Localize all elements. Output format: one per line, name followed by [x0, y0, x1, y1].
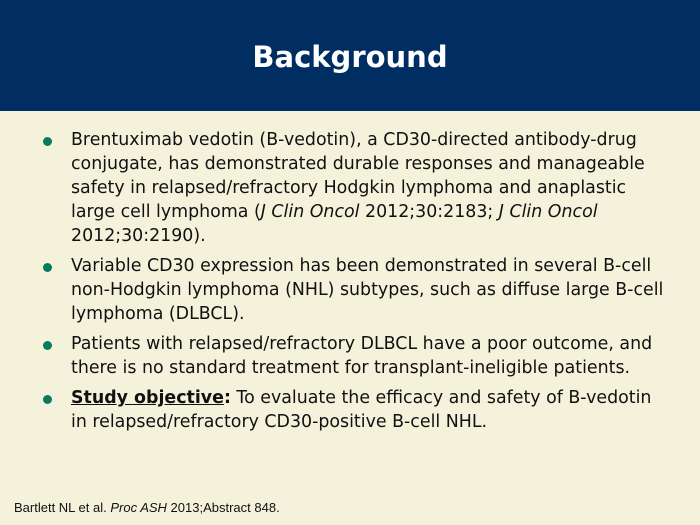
title-banner: [0, 0, 700, 111]
bullet-item-dlbcl-outcome: [40, 332, 670, 380]
footer-journal: Proc ASH: [110, 500, 167, 515]
citation-detail: 2012;30:2190).: [71, 226, 206, 246]
citation-detail: 2012;30:2183;: [359, 202, 499, 222]
journal-citation: J Clin Oncol: [260, 202, 360, 222]
study-objective-label: Study objective: [71, 388, 224, 408]
bullet-dot-icon: [43, 263, 52, 272]
slide-title: Background: [252, 40, 448, 74]
footer-detail: 2013;Abstract 848.: [166, 500, 280, 515]
bullet-dot-icon: [43, 395, 52, 404]
bullet-list: [40, 128, 670, 440]
bullet-text: To evaluate the efficacy and safety of B-vedotin in relapsed/refractory CD30-positive B-cell NHL.: [71, 388, 652, 432]
study-objective-colon: :: [223, 388, 231, 408]
bullet-item-brentuximab: [40, 128, 670, 248]
bullet-item-study-objective: [40, 386, 670, 434]
bullet-dot-icon: [43, 137, 52, 146]
bullet-text: Brentuximab vedotin (B-vedotin), a CD30-directed antibody-drug conjugate, has demonstrated durable responses and manageable safety in relapsed/refractory Hodgkin lymphoma and anaplastic large cell lymphoma (: [71, 130, 645, 222]
bullet-item-cd30-expression: [40, 254, 670, 326]
bullet-text: Patients with relapsed/refractory DLBCL have a poor outcome, and there is no standard treatment for transplant-ineligible patients.: [71, 334, 653, 378]
journal-citation: J Clin Oncol: [498, 202, 598, 222]
footer-citation: [14, 500, 280, 516]
bullet-dot-icon: [43, 341, 52, 350]
footer-authors: Bartlett NL et al.: [14, 500, 111, 515]
bullet-text: Variable CD30 expression has been demonstrated in several B-cell non-Hodgkin lymphoma (NHL) subtypes, such as diffuse large B-cell lymphoma (DLBCL).: [71, 256, 664, 324]
